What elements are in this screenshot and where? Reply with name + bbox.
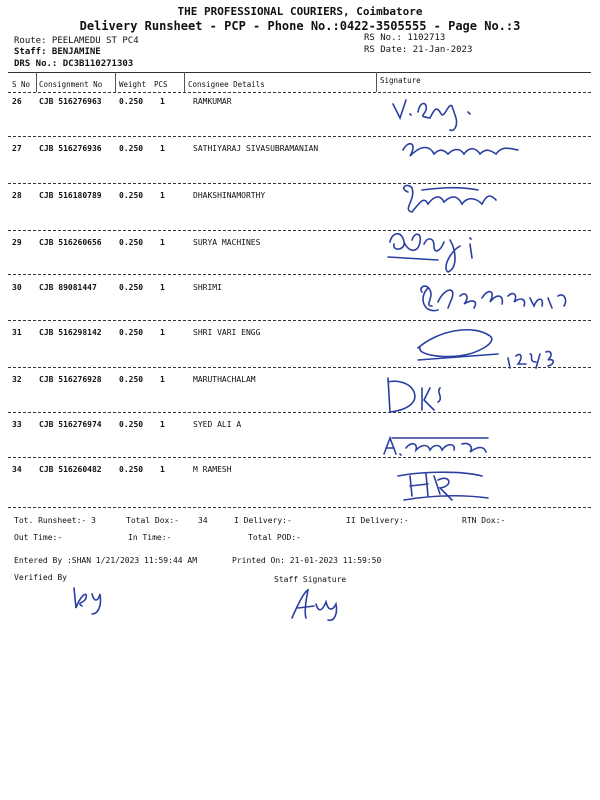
- row-sno: 29: [12, 238, 22, 247]
- row-pcs: 1: [160, 144, 165, 153]
- row-consignee: SHRIMI: [193, 283, 222, 292]
- row-sno: 32: [12, 375, 22, 384]
- row-pcs: 1: [160, 375, 165, 384]
- row-pcs: 1: [160, 238, 165, 247]
- ii-delivery-label: II Delivery:-: [346, 516, 409, 525]
- total-dox-label: Total Dox:-: [126, 516, 179, 525]
- row-pcs: 1: [160, 420, 165, 429]
- row-weight: 0.250: [119, 191, 144, 200]
- row-sno: 27: [12, 144, 22, 153]
- row-consignment: CJB 516276936: [39, 144, 102, 153]
- rs-date: RS Date: 21-Jan-2023: [364, 45, 473, 55]
- row-consignment: CJB 516276928: [39, 375, 102, 384]
- route-label: Route: PEELAMEDU ST PC4: [14, 36, 139, 46]
- out-time-label: Out Time:-: [14, 533, 63, 542]
- col-divider: [376, 72, 377, 92]
- row-weight: 0.250: [119, 283, 144, 292]
- table-top-rule: [8, 72, 591, 73]
- row-consignment: CJB 516276974: [39, 420, 102, 429]
- row-sno: 28: [12, 191, 22, 200]
- row-pcs: 1: [160, 328, 165, 337]
- row-weight: 0.250: [119, 144, 144, 153]
- row-consignment: CJB 516260656: [39, 238, 102, 247]
- entered-by: Entered By :SHAN 1/21/2023 11:59:44 AM: [14, 556, 198, 565]
- total-pod-label: Total POD:-: [248, 533, 301, 542]
- staff-signature: [284, 584, 354, 624]
- tot-runsheet: Tot. Runsheet:- 3: [14, 516, 96, 525]
- row-consignee: MARUTHACHALAM: [193, 375, 256, 384]
- total-dox-value: 34: [198, 516, 208, 525]
- company-title: THE PROFESSIONAL COURIERS, Coimbatore: [177, 5, 423, 18]
- row-sno: 34: [12, 465, 22, 474]
- col-header-consignee: Consignee Details: [188, 80, 265, 89]
- row-consignment: CJB 516180789: [39, 191, 102, 200]
- col-header-sno: S No: [12, 80, 31, 89]
- row-consignee: SYED ALI A: [193, 420, 242, 429]
- runsheet-subtitle: Delivery Runsheet - PCP - Phone No.:0422-3505555 - Page No.:3: [79, 19, 521, 33]
- row-consignee: DHAKSHINAMORTHY: [193, 191, 266, 200]
- col-divider: [184, 72, 185, 92]
- rtn-dox-label: RTN Dox:-: [462, 516, 506, 525]
- row-weight: 0.250: [119, 328, 144, 337]
- row-consignment: CJB 516260482: [39, 465, 102, 474]
- row-consignee: SHRI VARI ENGG: [193, 328, 261, 337]
- col-header-pcs: PCS: [154, 80, 168, 89]
- verifier-signature: [64, 584, 124, 620]
- row-weight: 0.250: [119, 97, 144, 106]
- row-weight: 0.250: [119, 465, 144, 474]
- row-weight: 0.250: [119, 420, 144, 429]
- staff-signature-label: Staff Signature: [274, 575, 347, 584]
- row-consignment: CJB 89081447: [39, 283, 97, 292]
- i-delivery-label: I Delivery:-: [234, 516, 292, 525]
- col-header-weight: Weight: [119, 80, 147, 89]
- row-consignment: CJB 516298142: [39, 328, 102, 337]
- row-consignee: SURYA MACHINES: [193, 238, 261, 247]
- row-consignment: CJB 516276963: [39, 97, 102, 106]
- row-sno: 33: [12, 420, 22, 429]
- row-sno: 30: [12, 283, 22, 292]
- row-weight: 0.250: [119, 375, 144, 384]
- col-divider: [36, 72, 37, 92]
- row-sno: 31: [12, 328, 22, 337]
- verified-by-label: Verified By: [14, 573, 67, 582]
- row-consignee: RAMKUMAR: [193, 97, 232, 106]
- printed-on: Printed On: 21-01-2023 11:59:50: [232, 556, 382, 565]
- row-consignee: SATHIYARAJ SIVASUBRAMANIAN: [193, 144, 319, 153]
- rs-number: RS No.: 1102713: [364, 33, 446, 43]
- row-sno: 26: [12, 97, 22, 106]
- row-pcs: 1: [160, 283, 165, 292]
- drs-number: DRS No.: DC3B110271303: [14, 59, 134, 69]
- col-divider: [115, 72, 116, 92]
- in-time-label: In Time:-: [128, 533, 172, 542]
- row-weight: 0.250: [119, 238, 144, 247]
- row-pcs: 1: [160, 191, 165, 200]
- col-header-consignment: Consignment No: [39, 80, 103, 89]
- signature-scribbles: [378, 92, 593, 512]
- row-pcs: 1: [160, 97, 165, 106]
- col-header-signature: Signature: [380, 76, 421, 85]
- row-consignee: M RAMESH: [193, 465, 232, 474]
- row-pcs: 1: [160, 465, 165, 474]
- staff-label: Staff: BENJAMINE: [14, 47, 101, 57]
